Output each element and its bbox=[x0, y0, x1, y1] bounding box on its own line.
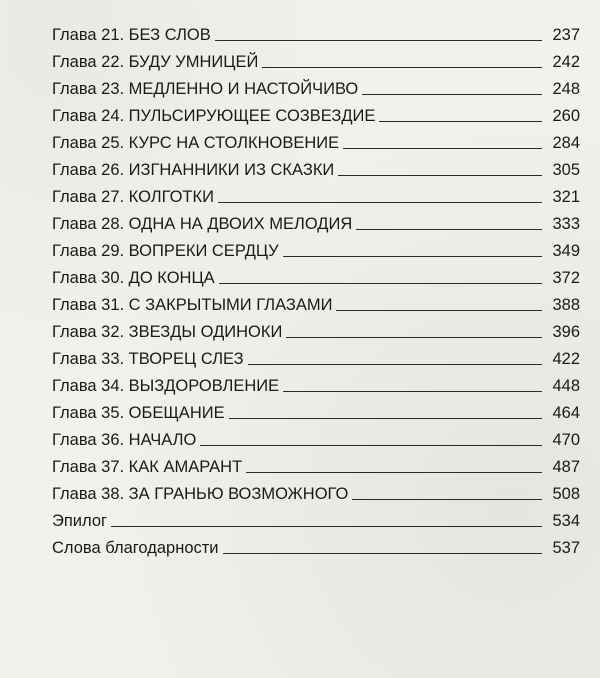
toc-leader-line bbox=[223, 553, 542, 554]
toc-entry-title: Глава 35. ОБЕЩАНИЕ bbox=[52, 404, 225, 422]
toc-leader-line bbox=[248, 364, 542, 365]
toc-leader-line bbox=[352, 499, 542, 500]
toc-entry-page: 321 bbox=[552, 188, 580, 206]
toc-entry bbox=[52, 180, 580, 207]
toc-entry-title: Глава 21. БЕЗ СЛОВ bbox=[52, 26, 211, 44]
toc-entry-title: Глава 26. ИЗГНАННИКИ ИЗ СКАЗКИ bbox=[52, 161, 335, 179]
toc-leader-line bbox=[219, 283, 542, 284]
toc-entry bbox=[52, 207, 580, 234]
toc-entry bbox=[52, 477, 580, 504]
toc-entry-title: Глава 33. ТВОРЕЦ СЛЕЗ bbox=[52, 350, 244, 368]
toc-entry-title: Глава 24. ПУЛЬСИРУЮЩЕЕ СОЗВЕЗДИЕ bbox=[52, 107, 376, 125]
toc-entry bbox=[52, 369, 580, 396]
toc-entry-page: 388 bbox=[552, 296, 580, 314]
toc-entry bbox=[52, 396, 580, 423]
toc-entry-page: 537 bbox=[552, 539, 580, 557]
toc-entry-page: 464 bbox=[552, 404, 580, 422]
toc-leader-line bbox=[218, 202, 542, 203]
toc-entry bbox=[52, 423, 580, 450]
toc-entry bbox=[52, 504, 580, 531]
toc-entry-page: 248 bbox=[552, 80, 580, 98]
toc-entry bbox=[52, 153, 580, 180]
toc-entry bbox=[52, 342, 580, 369]
toc-leader-line bbox=[356, 229, 542, 230]
toc-entry bbox=[52, 45, 580, 72]
toc-leader-line bbox=[379, 121, 542, 122]
toc-entry bbox=[52, 72, 580, 99]
toc-entry-page: 242 bbox=[552, 53, 580, 71]
toc-entry-page: 333 bbox=[552, 215, 580, 233]
toc-entry-title: Глава 23. МЕДЛЕННО И НАСТОЙЧИВО bbox=[52, 80, 359, 98]
toc-leader-line bbox=[336, 310, 542, 311]
toc-entry-page: 534 bbox=[552, 512, 580, 530]
toc-entry-page: 487 bbox=[552, 458, 580, 476]
toc-entry bbox=[52, 450, 580, 477]
toc-leader-line bbox=[246, 472, 542, 473]
toc-entry-page: 508 bbox=[552, 485, 580, 503]
toc-leader-line bbox=[283, 256, 542, 257]
toc-entry-title: Глава 36. НАЧАЛО bbox=[52, 431, 197, 449]
toc-leader-line bbox=[111, 526, 542, 527]
toc-leader-line bbox=[200, 445, 542, 446]
toc-leader-line bbox=[286, 337, 542, 338]
toc-leader-line bbox=[229, 418, 542, 419]
toc-entry bbox=[52, 126, 580, 153]
toc-entry-page: 349 bbox=[552, 242, 580, 260]
toc-entry-title: Глава 37. КАК АМАРАНТ bbox=[52, 458, 243, 476]
toc-entry-page: 422 bbox=[552, 350, 580, 368]
toc-entry bbox=[52, 234, 580, 261]
toc-leader-line bbox=[215, 40, 542, 41]
toc-entry-page: 284 bbox=[552, 134, 580, 152]
toc-entry-title: Глава 30. ДО КОНЦА bbox=[52, 269, 215, 287]
toc-entry-title: Глава 31. С ЗАКРЫТЫМИ ГЛАЗАМИ bbox=[52, 296, 333, 314]
toc-entry-title: Глава 32. ЗВЕЗДЫ ОДИНОКИ bbox=[52, 323, 283, 341]
toc-entry bbox=[52, 288, 580, 315]
toc-entry-page: 237 bbox=[552, 26, 580, 44]
toc-leader-line bbox=[262, 67, 542, 68]
toc-entry-page: 305 bbox=[552, 161, 580, 179]
toc-entry bbox=[52, 531, 580, 558]
toc-entry-title: Глава 27. КОЛГОТКИ bbox=[52, 188, 214, 206]
toc-entry-title: Глава 28. ОДНА НА ДВОИХ МЕЛОДИЯ bbox=[52, 215, 353, 233]
toc-entry-page: 448 bbox=[552, 377, 580, 395]
toc-leader-line bbox=[283, 391, 542, 392]
toc-entry-title: Глава 38. ЗА ГРАНЬЮ ВОЗМОЖНОГО bbox=[52, 485, 349, 503]
toc-entry-page: 372 bbox=[552, 269, 580, 287]
toc-leader-line bbox=[343, 148, 542, 149]
toc-entry-title: Глава 22. БУДУ УМНИЦЕЙ bbox=[52, 53, 259, 71]
toc-entry-page: 396 bbox=[552, 323, 580, 341]
toc-entry-title: Глава 34. ВЫЗДОРОВЛЕНИЕ bbox=[52, 377, 280, 395]
toc-entry bbox=[52, 99, 580, 126]
toc-leader-line bbox=[362, 94, 542, 95]
toc-entry bbox=[52, 18, 580, 45]
toc-entry-page: 260 bbox=[552, 107, 580, 125]
toc-entry-title: Эпилог bbox=[52, 512, 108, 530]
toc-entry bbox=[52, 261, 580, 288]
toc-entry bbox=[52, 315, 580, 342]
toc-entry-title: Глава 25. КУРС НА СТОЛКНОВЕНИЕ bbox=[52, 134, 340, 152]
toc-entry-page: 470 bbox=[552, 431, 580, 449]
toc-entry-title: Глава 29. ВОПРЕКИ СЕРДЦУ bbox=[52, 242, 279, 260]
table-of-contents bbox=[52, 18, 580, 558]
toc-entry-title: Слова благодарности bbox=[52, 539, 219, 557]
toc-leader-line bbox=[338, 175, 542, 176]
